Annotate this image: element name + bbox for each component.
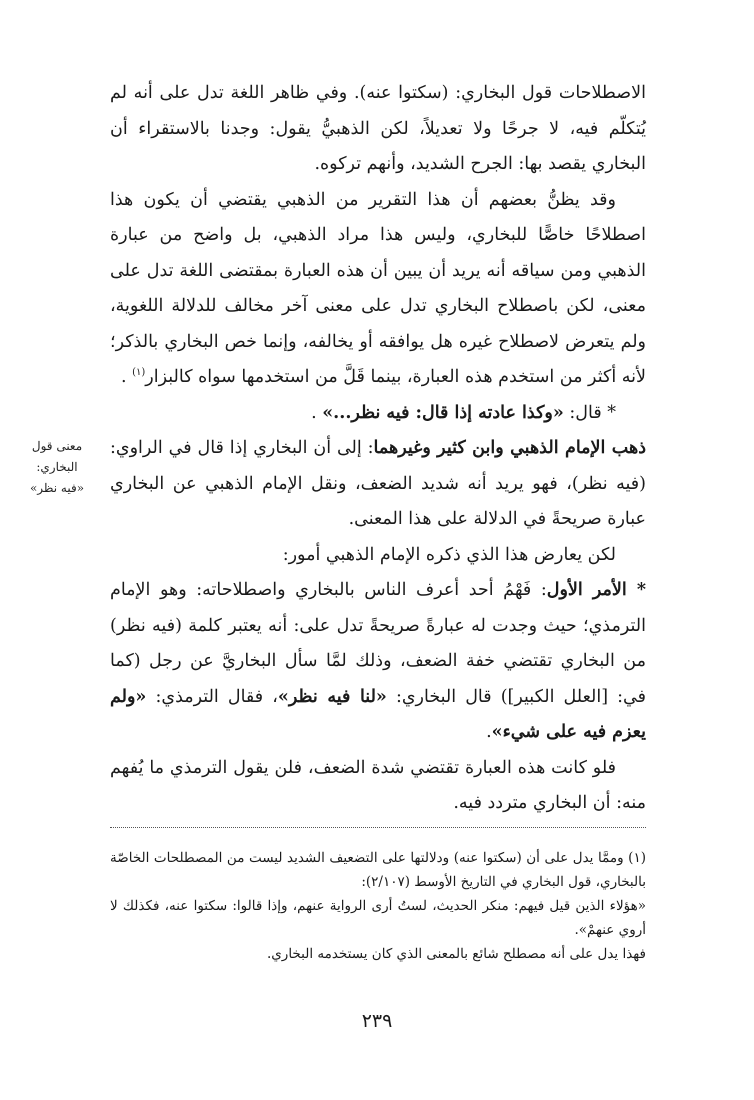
page-number: ٢٣٩ bbox=[361, 1010, 393, 1032]
first-point-paragraph bbox=[110, 573, 646, 751]
paragraph-2-text: وقد يظنُّ بعضهم أن هذا التقرير من الذهبي يقتضي أن يكون هذا اصطلاحًا خاصًّا للبخاري، وليس هذا مراد الذهبي، بل واضح من عبارة الذهبي ومن سياقه أنه يريد أن يبين أن هذه العبارة بمقتضى اللغة تدل على معنى، لكن باصطلاح البخاري تدل على معنى آخر مخالف للدلالة اللغوية، ولم يتعرض لاصطلاح غيره هل يوافقه أو يخالفه، وإنما خص البخاري بالذكر؛ لأنه أكثر من استخدم هذه العبارة، بينما قَلَّ من استخدمها سواه كالبزار bbox=[110, 189, 646, 387]
dhahab-paragraph bbox=[110, 431, 646, 538]
conclusion-paragraph: فلو كانت هذه العبارة تقتضي شدة الضعف، فلن يقول الترمذي ما يُفهم منه: أن البخاري متردد فيه. bbox=[110, 757, 646, 813]
paragraph-2-end: . bbox=[120, 367, 127, 387]
footnote-line-1: (١) وممَّا يدل على أن (سكتوا عنه) ودلالتها على التضعيف الشديد ليست من المصطلحات الخاصّة بالبخاري، قول البخاري في التاريخ الأوسط (٢/١٠٧): bbox=[110, 850, 646, 890]
margin-note-line-1: معنى قول bbox=[31, 439, 83, 453]
margin-note bbox=[18, 436, 96, 499]
margin-note-line-2: البخاري: bbox=[36, 460, 78, 474]
first-point-bold: * الأمر الأول bbox=[546, 580, 647, 600]
paragraph-2 bbox=[110, 183, 646, 396]
paragraph-1: الاصطلاحات قول البخاري: (سكتوا عنه). وفي ظاهر اللغة تدل على أنه لم يُتكلّم فيه، لا جرحًا ولا تعديلاً، لكن الذهبيُّ يقول: وجدنا بالاستقراء أن البخاري يقصد بها: الجرح الشديد، وأنهم تركوه. bbox=[110, 83, 646, 174]
first-point-end: . bbox=[486, 722, 492, 742]
objection-paragraph: لكن يعارض هذا الذي ذكره الإمام الذهبي أمور: bbox=[282, 544, 616, 565]
tirmidhi-intro: ، فقال الترمذي: bbox=[155, 686, 278, 707]
quote-paragraph bbox=[110, 396, 646, 432]
quote-end: . bbox=[311, 402, 317, 423]
tirmidhi-quote: «ولم يعزم فيه على شيء» bbox=[110, 686, 646, 742]
first-point-rest: : فَهْمُ أحد أعرف الناس بالبخاري واصطلاحاته: وهو الإمام الترمذي؛ حيث وجدت له عبارةً صريحةً تدل على: أنه يعتبر كلمة (فيه نظر) من البخاري تقتضي خفة الضعف، وذلك لمَّا سأل البخاريَّ عن رجل (كما في: [العلل الكبير]) قال البخاري: bbox=[110, 580, 646, 707]
dhahab-bold: ذهب الإمام الذهبي وابن كثير وغيرهما bbox=[373, 438, 646, 458]
quote-text: «وكذا عادته إذا قال: فيه نظر...» bbox=[322, 402, 564, 423]
margin-note-line-3: «فيه نظر» bbox=[29, 481, 85, 495]
main-text bbox=[110, 76, 646, 822]
footnote-ref[interactable]: (١) bbox=[132, 367, 146, 379]
footnote-divider bbox=[110, 827, 646, 828]
bukhari-quote: «لنا فيه نظر» bbox=[277, 686, 387, 707]
quote-prefix: * قال: bbox=[569, 402, 616, 423]
footnotes bbox=[110, 846, 646, 966]
dhahab-rest: : إلى أن البخاري إذا قال في الراوي: (فيه نظر)، فهو يريد أنه شديد الضعف، ونقل الإمام الذهبي عن البخاري عبارة صريحةً في الدلالة على هذا المعنى. bbox=[110, 438, 646, 529]
footnote-line-3: فهذا يدل على أنه مصطلح شائع بالمعنى الذي كان يستخدمه البخاري. bbox=[266, 946, 646, 962]
footnote-line-2: «هؤلاء الذين قيل فيهم: منكر الحديث، لستُ أرى الرواية عنهم، وإذا قالوا: سكتوا عنه، فكذلك لا أروي عنهمْ». bbox=[110, 898, 646, 938]
